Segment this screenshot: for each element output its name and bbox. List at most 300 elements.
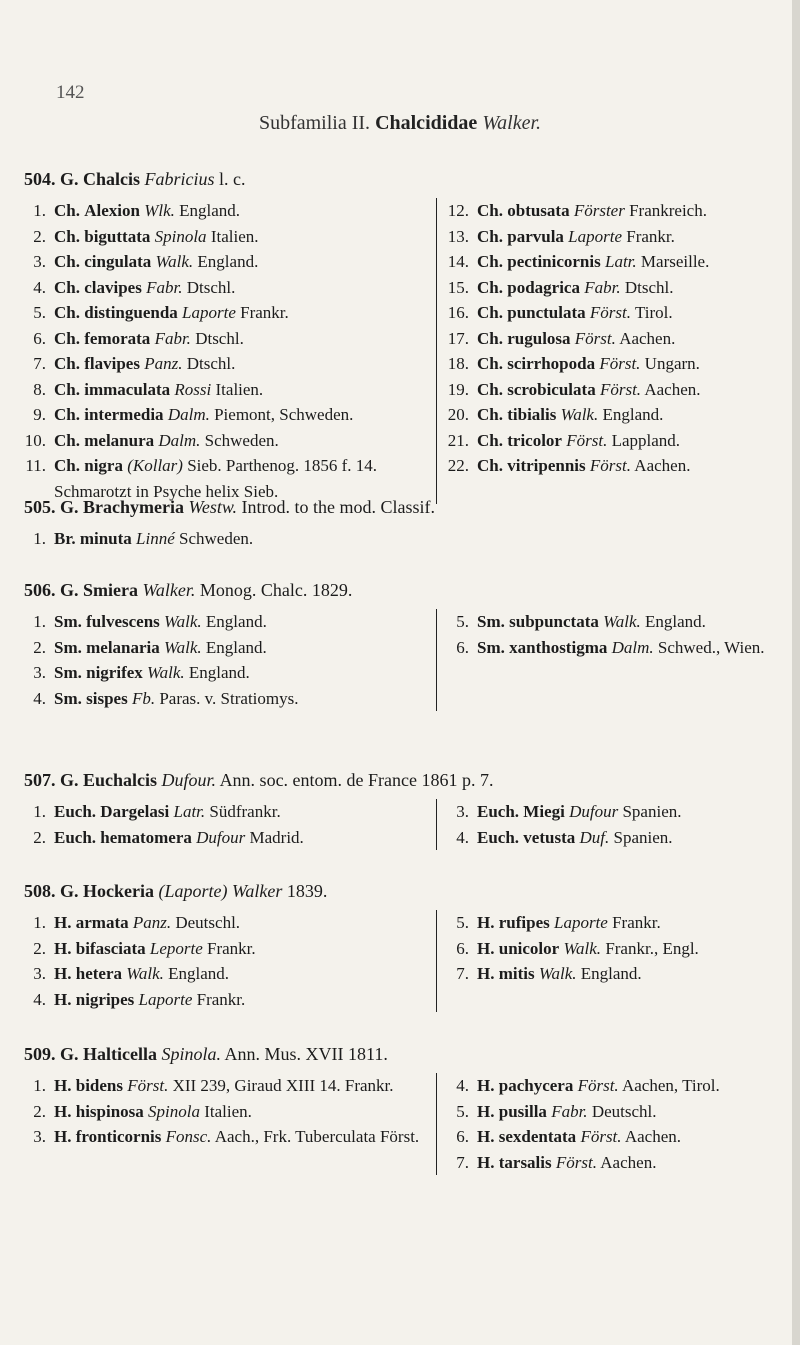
genus-abbreviation: Ch. — [54, 328, 80, 348]
species-name: vetusta — [523, 827, 576, 847]
genus-abbreviation: H. — [477, 1101, 495, 1121]
species-column-left — [24, 1073, 436, 1175]
section-number: 508. — [24, 881, 56, 901]
entry-text — [477, 249, 784, 275]
species-entry — [447, 1150, 784, 1176]
species-locality: England. — [188, 663, 250, 682]
entry-number: 3. — [33, 964, 46, 983]
entry-text — [477, 198, 784, 224]
species-author: Walk. — [155, 252, 194, 271]
species-author: Först. — [555, 1152, 597, 1172]
species-author: Förster — [573, 201, 625, 220]
species-entry — [447, 961, 784, 987]
species-locality: Spanien. — [622, 802, 682, 821]
genus-abbreviation: Ch. — [477, 430, 503, 450]
entry-text — [477, 799, 784, 825]
species-author: Leporte — [149, 938, 203, 958]
species-author: Fonsc. — [165, 1127, 212, 1146]
genus-abbreviation: Ch. — [54, 252, 80, 271]
species-locality: Madrid. — [249, 827, 304, 847]
species-locality: England. — [179, 201, 241, 220]
species-name: intermedia — [84, 405, 164, 424]
entry-number: 6. — [33, 328, 46, 348]
species-author: Fabr. — [154, 328, 191, 348]
entry-text — [477, 936, 784, 962]
entry-text — [54, 961, 428, 987]
entry-number: 6. — [456, 938, 469, 958]
genus-reference: l. c. — [219, 169, 246, 189]
entry-number: 2. — [33, 938, 46, 958]
species-name: Dargelasi — [100, 802, 170, 821]
section-number: 504. — [24, 169, 56, 189]
species-locality: Italien. — [215, 379, 264, 399]
species-column-left — [24, 910, 436, 1012]
entry-number: 17. — [447, 328, 469, 348]
entry-number: 6. — [456, 637, 469, 657]
species-name: nigrifex — [86, 663, 143, 682]
page-number: 142 — [56, 82, 85, 103]
species-locality: Aachen. — [619, 328, 676, 348]
species-name: Miegi — [523, 802, 565, 821]
entry-number: 9. — [33, 405, 46, 424]
entry-text — [54, 326, 428, 352]
species-column-right — [436, 609, 784, 711]
species-name: melanura — [84, 430, 155, 450]
genus-author: Spinola. — [161, 1044, 222, 1064]
entry-number: 21. — [447, 430, 469, 450]
section-number: 509. — [24, 1044, 56, 1064]
entry-text — [54, 1124, 428, 1150]
species-author: Först. — [589, 303, 631, 322]
species-entry — [24, 526, 784, 552]
species-locality: Frankr. — [612, 913, 661, 932]
species-entry — [24, 686, 428, 712]
species-locality: Paras. v. Stratiomys. — [159, 688, 299, 708]
species-locality: Marseille. — [640, 252, 710, 271]
entry-number: 4. — [33, 989, 46, 1009]
entry-text — [54, 910, 428, 936]
species-author: Panz. — [132, 913, 172, 932]
entry-text — [477, 825, 784, 851]
genus-abbreviation: Sm. — [54, 637, 82, 657]
genus-name: Chalcis — [83, 169, 141, 189]
species-entry — [447, 224, 784, 250]
section-number: 506. — [24, 580, 56, 600]
entry-text — [477, 910, 784, 936]
entry-number: 3. — [33, 663, 46, 682]
page-edge-shadow — [792, 0, 800, 1345]
entry-number: 13. — [447, 226, 469, 246]
genus-abbreviation: Sm. — [54, 688, 82, 708]
species-locality: England. — [602, 405, 664, 424]
genus-abbreviation: Ch. — [477, 405, 503, 424]
species-author: Laporte — [138, 989, 193, 1009]
species-column-right — [436, 910, 784, 1012]
species-entry — [447, 402, 784, 428]
genus-abbreviation: Ch. — [54, 277, 80, 297]
species-columns — [24, 910, 784, 1012]
species-entry — [24, 635, 428, 661]
species-author: Fabr. — [146, 277, 183, 297]
entry-text — [477, 402, 784, 428]
entry-text — [54, 428, 428, 454]
species-locality: Aachen, Tirol. — [621, 1076, 720, 1095]
genus-reference: Ann. Mus. XVII 1811. — [224, 1044, 388, 1064]
species-entry — [447, 936, 784, 962]
genus-author: Fabricius — [144, 169, 215, 189]
species-locality: England. — [205, 612, 267, 631]
entry-number: 16. — [447, 303, 469, 322]
species-entry — [24, 275, 428, 301]
species-entry — [447, 198, 784, 224]
species-name: bifasciata — [75, 938, 146, 958]
species-name: cingulata — [84, 252, 152, 271]
species-column-right — [436, 799, 784, 850]
genus-abbreviation: Sm. — [477, 637, 505, 657]
species-name: distinguenda — [84, 303, 178, 322]
entry-number: 5. — [456, 1101, 469, 1121]
entry-text — [54, 351, 428, 377]
entry-number: 22. — [447, 456, 469, 475]
genus-abbreviation: H. — [54, 964, 72, 983]
genus-abbreviation: Ch. — [54, 201, 80, 220]
species-entry — [24, 249, 428, 275]
section-euchalcis — [24, 769, 784, 850]
genus-abbreviation: H. — [54, 1076, 72, 1095]
entry-text — [54, 377, 428, 403]
entry-text — [54, 198, 428, 224]
species-locality: Südfrankr. — [209, 802, 281, 821]
species-entry — [447, 351, 784, 377]
genus-abbreviation: Sm. — [54, 612, 82, 631]
species-name: scrobiculata — [507, 379, 596, 399]
species-entry — [24, 224, 428, 250]
species-entry — [447, 910, 784, 936]
species-author: Walk. — [538, 964, 577, 983]
species-entry — [24, 428, 428, 454]
entry-number: 3. — [456, 802, 469, 821]
species-name: subpunctata — [509, 612, 599, 631]
genus-author: Dufour. — [161, 770, 217, 790]
section-brachymeria — [24, 496, 784, 552]
running-head-prefix: Subfamilia II. — [258, 112, 371, 134]
species-entry — [24, 961, 428, 987]
entry-text — [54, 936, 428, 962]
genus-name: Smiera — [83, 580, 138, 600]
species-name: sexdentata — [498, 1127, 577, 1146]
species-author: Walk. — [563, 938, 602, 958]
species-name: Alexion — [84, 201, 140, 220]
entry-number: 14. — [447, 252, 469, 271]
species-locality: Aachen. — [600, 1152, 657, 1172]
entry-number: 18. — [447, 354, 469, 373]
species-name: hematomera — [100, 827, 192, 847]
section-heading — [24, 168, 784, 190]
entry-number: 7. — [456, 964, 469, 983]
entry-text — [54, 825, 428, 851]
species-entry — [447, 799, 784, 825]
species-entry — [24, 799, 428, 825]
species-entry — [24, 402, 428, 428]
genus-abbreviation: Euch. — [477, 802, 520, 821]
genus-abbreviation: H. — [477, 1152, 495, 1172]
species-author: Latr. — [604, 252, 637, 271]
species-author: Laporte — [568, 226, 623, 246]
species-name: femorata — [84, 328, 151, 348]
entry-text — [477, 377, 784, 403]
species-name: rugulosa — [507, 328, 571, 348]
genus-reference: Monog. Chalc. 1829. — [199, 580, 353, 600]
species-locality: Aachen. — [644, 379, 701, 399]
entry-number: 15. — [447, 277, 469, 297]
genus-prefix: G. — [60, 1044, 79, 1064]
genus-abbreviation: Ch. — [54, 226, 80, 246]
species-author: Panz. — [144, 354, 183, 373]
entry-number: 1. — [33, 802, 46, 821]
species-columns — [24, 609, 784, 711]
species-columns — [24, 1073, 784, 1175]
species-name: melanaria — [86, 637, 160, 657]
entry-text — [477, 275, 784, 301]
species-entry — [24, 377, 428, 403]
species-locality: England. — [197, 252, 259, 271]
species-name: unicolor — [498, 938, 560, 958]
species-locality: Deutschl. — [591, 1101, 657, 1121]
species-entry — [24, 351, 428, 377]
species-author: Först. — [599, 379, 642, 399]
genus-abbreviation: Ch. — [477, 456, 503, 475]
entry-number: 1. — [33, 529, 46, 548]
species-author: Först. — [577, 1076, 619, 1095]
genus-abbreviation: H. — [54, 938, 72, 958]
entry-text — [477, 224, 784, 250]
species-entry — [447, 300, 784, 326]
section-number: 507. — [24, 770, 56, 790]
entry-number: 4. — [33, 277, 46, 297]
entry-text — [54, 660, 428, 686]
section-heading — [24, 496, 784, 518]
species-entry — [447, 825, 784, 851]
species-locality: Schwed., Wien. — [657, 637, 765, 657]
species-locality: Aach., Frk. Tuberculata Först. — [214, 1127, 420, 1146]
entry-text — [477, 453, 784, 479]
species-locality: Italien. — [210, 226, 259, 246]
species-name: mitis — [498, 964, 535, 983]
species-author: Laporte — [182, 303, 236, 322]
section-halticella — [24, 1043, 784, 1175]
entry-text — [54, 249, 428, 275]
species-entry — [24, 326, 428, 352]
entry-number: 1. — [33, 201, 46, 220]
entry-text — [54, 300, 428, 326]
species-entry — [447, 1073, 784, 1099]
entry-number: 5. — [456, 612, 469, 631]
genus-reference: Ann. soc. entom. de France 1861 p. 7. — [219, 770, 494, 790]
genus-abbreviation: Br. — [54, 529, 76, 548]
entry-text — [54, 1073, 428, 1099]
entry-text — [54, 609, 428, 635]
entry-text — [477, 1073, 784, 1099]
species-locality: Schweden. — [179, 529, 254, 548]
species-name: bidens — [75, 1076, 123, 1095]
species-name: fronticornis — [75, 1127, 162, 1146]
species-locality: Frankr. — [240, 303, 289, 322]
species-name: tarsalis — [498, 1152, 552, 1172]
entry-number: 1. — [33, 913, 46, 932]
species-locality: Frankreich. — [629, 201, 707, 220]
species-author: Linné — [136, 529, 175, 548]
species-entry — [447, 453, 784, 479]
section-chalcis — [24, 168, 784, 504]
entry-text — [477, 351, 784, 377]
genus-abbreviation: Euch. — [477, 827, 520, 847]
genus-name: Brachymeria — [83, 497, 184, 517]
entry-text — [477, 635, 784, 661]
entry-text — [477, 1150, 784, 1176]
species-entry — [447, 428, 784, 454]
species-locality: England. — [580, 964, 642, 983]
genus-prefix: G. — [60, 497, 79, 517]
species-author: Wlk. — [144, 201, 175, 220]
species-name: clavipes — [84, 277, 142, 297]
species-entry — [447, 1124, 784, 1150]
entry-number: 8. — [33, 379, 46, 399]
genus-abbreviation: Euch. — [54, 827, 97, 847]
genus-abbreviation: Sm. — [54, 663, 82, 682]
species-author: Laporte — [553, 913, 608, 932]
entry-number: 12. — [447, 201, 469, 220]
genus-abbreviation: Ch. — [477, 303, 503, 322]
species-name: vitripennis — [507, 456, 586, 475]
species-locality: Piemont, Schweden. — [214, 405, 354, 424]
genus-prefix: G. — [60, 881, 79, 901]
entry-number: 2. — [33, 226, 46, 246]
species-author: Latr. — [173, 802, 206, 821]
genus-prefix: G. — [60, 169, 79, 189]
species-name: pachycera — [498, 1076, 574, 1095]
species-entry — [24, 609, 428, 635]
entry-text — [477, 300, 784, 326]
species-name: sispes — [86, 688, 128, 708]
species-locality: Italien. — [204, 1101, 252, 1121]
species-author: Walk. — [126, 964, 164, 983]
species-locality: Sieb. Parthenog. 1856 f. 14. Schmarotzt in Psyche helix Sieb. — [54, 456, 378, 501]
species-author: Först. — [580, 1127, 622, 1146]
species-entry — [24, 910, 428, 936]
entry-number: 4. — [456, 1076, 469, 1095]
species-locality: Frankr., Engl. — [605, 938, 699, 958]
species-locality: Dtschl. — [186, 354, 236, 373]
species-name: parvula — [507, 226, 564, 246]
genus-author: Walker. — [142, 580, 196, 600]
genus-reference: 1839. — [286, 881, 328, 901]
species-locality: England. — [205, 637, 267, 657]
entry-text — [477, 1124, 784, 1150]
genus-author: (Laporte) Walker — [158, 881, 283, 901]
species-author: Spinola — [154, 226, 207, 246]
genus-abbreviation: Ch. — [54, 430, 80, 450]
species-entry — [447, 609, 784, 635]
species-entry — [24, 825, 428, 851]
species-locality: Dtschl. — [195, 328, 244, 348]
species-locality: XII 239, Giraud XIII 14. Frankr. — [172, 1076, 394, 1095]
species-locality: Frankr. — [626, 226, 675, 246]
species-entry — [447, 326, 784, 352]
species-name: nigra — [84, 456, 123, 475]
species-entry — [24, 1073, 428, 1099]
species-entry — [447, 635, 784, 661]
species-columns — [24, 799, 784, 850]
genus-author: Westw. — [188, 497, 237, 517]
species-name: scirrhopoda — [507, 354, 596, 373]
species-name: armata — [75, 913, 129, 932]
entry-number: 10. — [24, 430, 46, 450]
species-locality: England. — [645, 612, 706, 631]
entry-text — [54, 224, 428, 250]
entry-number: 7. — [33, 354, 46, 373]
section-heading — [24, 769, 784, 791]
genus-abbreviation: H. — [54, 1101, 72, 1121]
species-entry — [24, 987, 428, 1013]
species-author: Walk. — [164, 637, 202, 657]
species-locality: Schweden. — [204, 430, 279, 450]
species-entry — [447, 249, 784, 275]
genus-abbreviation: Ch. — [54, 354, 80, 373]
species-name: minuta — [79, 529, 132, 548]
species-author: Fabr. — [551, 1101, 588, 1121]
genus-abbreviation: Ch. — [54, 303, 80, 322]
genus-name: Halticella — [83, 1044, 157, 1064]
section-number: 505. — [24, 497, 56, 517]
section-heading — [24, 579, 784, 601]
genus-name: Euchalcis — [83, 770, 158, 790]
genus-abbreviation: H. — [54, 1127, 72, 1146]
species-locality: Spanien. — [613, 827, 673, 847]
species-column-right — [436, 198, 784, 504]
species-author: Dalm. — [158, 430, 201, 450]
entry-number: 5. — [456, 913, 469, 932]
species-author: Dalm. — [611, 637, 654, 657]
genus-abbreviation: Ch. — [477, 226, 503, 246]
species-name: immaculata — [84, 379, 171, 399]
genus-abbreviation: H. — [54, 913, 72, 932]
species-name: pusilla — [498, 1101, 547, 1121]
genus-abbreviation: Ch. — [477, 328, 503, 348]
section-hockeria — [24, 880, 784, 1012]
species-author: Först. — [589, 456, 631, 475]
species-author: Först. — [127, 1076, 169, 1095]
genus-abbreviation: Euch. — [54, 802, 97, 821]
entry-number: 5. — [33, 303, 46, 322]
entry-number: 4. — [456, 827, 469, 847]
species-name: fulvescens — [86, 612, 160, 631]
species-locality: England. — [168, 964, 230, 983]
species-author: Fb. — [131, 688, 156, 708]
genus-prefix: G. — [60, 580, 79, 600]
species-entry — [24, 1099, 428, 1125]
species-author: Walk. — [147, 663, 185, 682]
species-author: Först. — [599, 354, 641, 373]
species-locality: Dtschl. — [624, 277, 674, 297]
species-entry — [24, 660, 428, 686]
genus-abbreviation: Ch. — [54, 456, 80, 475]
species-entry — [447, 377, 784, 403]
section-heading — [24, 1043, 784, 1065]
entry-text — [477, 428, 784, 454]
entry-text — [54, 799, 428, 825]
entry-text — [54, 635, 428, 661]
species-locality: Aachen. — [624, 1127, 682, 1146]
